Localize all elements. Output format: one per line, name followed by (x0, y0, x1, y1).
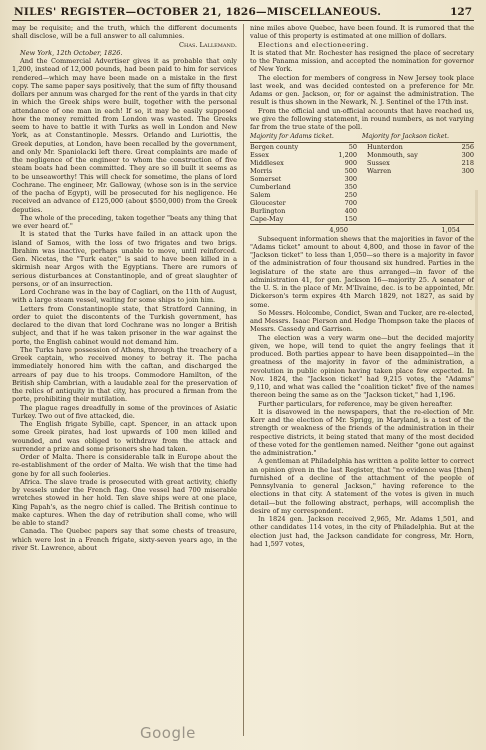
running-head: NILES' REGISTER—OCTOBER 21, 1826—MISCELLANEOUS. (14, 6, 382, 18)
paragraph: Chas. Lallemand. (178, 40, 237, 49)
paragraph: The election for members of congress in New Jersey took place last week, and was decided contested on a preference for Mr. Adams or gen. Jackson, or, for or against the administration. The result is thus shown in the Newark, N. J. Sentinel of the 17th inst. (250, 73, 474, 107)
table-row (250, 191, 357, 199)
county-name: Monmouth, say (367, 150, 418, 159)
table-row (367, 143, 474, 151)
county-name: Somerset (250, 174, 282, 183)
right-column-mid-text (250, 49, 474, 132)
table-row (250, 175, 357, 183)
paragraph: From the official and un-official accounts that have reached us, we give the following statement, in round numbers, as not varying far from the true state of the poll. (250, 106, 474, 131)
table-row (250, 207, 357, 215)
right-column-bottom-text (250, 235, 474, 549)
paragraph: The plague rages dreadfully in some of the provinces of Asiatic Turkey. Two out of five attacked, die. (12, 403, 237, 420)
paragraph: A gentleman at Philadelphia has written a polite letter to correct an opinion given in the last Register, that "no evidence was [then] furnished of a decline of the attachment of the people of Pennsylvania to general Jackson," having reference to the elections in that city. A statement of the votes is given in much detail—but the following abstract, perhaps, will accomplish the desire of my correspondent. (250, 457, 474, 515)
table-row (367, 167, 474, 175)
total-adams: 4,950 (329, 226, 348, 235)
left-column (12, 24, 243, 736)
county-name: Middlesex (250, 158, 284, 167)
majority-value: 300 (461, 150, 474, 159)
majority-value: 300 (344, 174, 357, 183)
paragraph: The election was a very warm one—but the decided majority given, we hope, will tend to quiet the angry feelings that it produced. Both parties appear to have been disappointed—in the greatness of the majority in favor of the administration, a revolution in public opinion having taken place few expected. In Nov. 1824, the "Jackson ticket" had 9,215 votes, the "Adams" 9,110, and what was called the "coalition ticket" five of the names thereon being the same as on the "Jackson ticket," had 1,196. (250, 333, 474, 400)
table-header (250, 133, 474, 142)
majority-value: 400 (344, 207, 357, 216)
county-name: Hunterdon (367, 142, 403, 151)
text-columns (12, 24, 474, 736)
adams-column-header: Majority for Adams ticket. (250, 133, 334, 141)
county-name: Warren (367, 166, 392, 175)
paragraph: nine miles above Quebec, have been found. It is rumored that the value of this property is estimated at one million of dollars. (250, 24, 474, 41)
paragraph: In 1824 gen. Jackson received 2,965, Mr. Adams 1,501, and other candidates 114 votes, in the city of Philadelphia. But at the election just had, the Jackson candidate for congress, Mr. Horn, had 1,597 votes, (250, 515, 474, 548)
table-row (250, 183, 357, 191)
majority-value: 350 (344, 182, 357, 191)
county-name: Sussex (367, 158, 390, 167)
paragraph: New York, 12th October, 1826. (20, 48, 123, 57)
majority-value: 250 (344, 191, 357, 200)
paragraph: And the Commercial Advertiser gives it as probable that only 1,200, instead of 12,000 pounds, had been paid to him for services rendered—which may have been made on a mistake in the first copy. The same paper says positively, that the sum of fifty thousand dollars per annum was charged for the rent of the yards in that city in which the Greek ships were built, together with the personal attendance of one man in each! If so, it may be easily supposed how the money remitted from London was wasted. The Greeks seem to have to battle it with Turks as well in London and New York, as at Constantinople. Messrs. Orlando and Luriottis, the Greek deputies, at London, have been recalled by the government, and only Mr. Spaniolacki left there. Great complaints are made of the negligence of the engineer to whom the construction of five steam boats had been committed. They are so ill built it seems as to be unseaworthy! This will check for sometime, the plans of lord Cochrane. The engineer, Mr. Galloway, (whose son is in the service of the pacha of Egypt), will be prosecuted for his negligence. He received an advance of £125,000 (about $550,000) from the Greek deputies. (12, 57, 237, 214)
total-jackson: 1,054 (441, 226, 460, 235)
paragraph: The English frigate Sybille, capt. Spencer, in an attack upon some Greek pirates, had lost upwards of 100 men killed and wounded, and was obliged to withdraw from the attack and surrender a prize and some prisoners she had taken. (12, 420, 237, 453)
majority-value: 500 (344, 166, 357, 175)
google-watermark: Google (140, 724, 196, 742)
table-row (250, 159, 357, 167)
county-name: Burlington (250, 207, 286, 216)
paragraph: Order of Malta. There is considerable talk in Europe about the re-establishment of the order of Malta. We wish that the time had gone by for all such fooleries. (12, 453, 237, 478)
paragraph: Lord Cochrane was in the bay of Cagliari, on the 11th of August, with a large steam vessel, waiting for some ships to join him. (12, 288, 237, 305)
table-row (250, 143, 357, 151)
adams-rows (250, 143, 357, 224)
jackson-column-header: Majority for Jackson ticket. (362, 133, 450, 141)
county-name: Bergen county (250, 142, 299, 151)
paragraph: The whole of the preceding, taken together "beats any thing that we ever heard of." (12, 213, 237, 230)
county-name: Gloucester (250, 199, 286, 208)
majority-value: 256 (461, 142, 474, 151)
paragraph: It is disavowed in the newspapers, that the re-election of Mr. Kerr and the election of Mr. Sprigg, in Maryland, is a test of the strength or weakness of the friends of the administration in their respective districts, it being stated that many of the most decided of these voted for the gentlemen named. Neither "gone out against the administration." (250, 407, 474, 458)
paragraph: The Turks have possession of Athens, through the treachery of a Greek captain, who received money to betray it. The pacha immediately honored him with the caftan, and discharged the arrears of pay due to his troops. Commodore Hamilton, of the British ship Cambrian, with a laudable zeal for the preservation of the relics of antiquity in that city, has procured a firman from the porte, prohibiting their mutilation. (12, 345, 237, 404)
right-column-top-text (250, 24, 474, 41)
majority-value: 300 (461, 166, 474, 175)
paragraph: So Messrs. Holcombe, Condict, Swan and Tucker, are re-elected, and Messrs. Isaac Pierson and Hedge Thompson take the places of Messrs. Cassedy and Garrison. (250, 308, 474, 334)
paragraph: Letters from Constantinople state, that Stratford Canning, in order to quiet the discontents of the Turkish government, has declared to the divan that lord Cochrane was no longer a British subject, and that if he was taken prisoner in the war against the porte, the English cabinet would not demand him. (12, 304, 237, 346)
table-row (250, 199, 357, 207)
table-row (250, 151, 357, 159)
county-name: Essex (250, 150, 269, 159)
paragraph: It is stated that the Turks have failed in an attack upon the island of Samos, with the loss of two frigates and two brigs. Ibrahim was inactive, perhaps unable to move, until reinforced. Gen. Nicetas, the "Turk eater," is said to have been killed in a skirmish near Argos with the Egyptians. There are rumors of serious disturbances at Constantinople, and of great slaughter of persons, or of an insurrection. (12, 230, 237, 288)
table-row (250, 215, 357, 223)
majority-value: 1,200 (338, 150, 357, 159)
majority-value: 700 (344, 199, 357, 208)
page-number: 127 (450, 6, 472, 18)
table-body (250, 143, 474, 224)
county-name: Morris (250, 166, 273, 175)
jackson-rows (367, 143, 474, 224)
paragraph: Canada. The Quebec papers say that some chests of treasure, which were lost in a French frigate, sixty-seven years ago, in the river St. Lawrence, about (12, 527, 237, 552)
county-name: Salem (250, 191, 271, 200)
county-name: Cumberland (250, 182, 291, 191)
right-column (243, 24, 474, 736)
paragraph: may be requisite; and the truth, which the different documents shall disclose, will be a full answer to all calumnies. (12, 24, 237, 41)
majority-value: 218 (461, 158, 474, 167)
page-header (12, 6, 474, 21)
county-name: Cape-May (250, 215, 284, 224)
table-totals (250, 224, 474, 234)
table-row (367, 151, 474, 159)
paragraph: Further particulars, for reference, may be given hereafter. (258, 399, 453, 408)
paragraph: Subsequent information shews that the majorities in favor of the "Adams ticket" amount to about 4,800, and those in favor of the "Jackson ticket" to less than 1,050—so there is a majority in favor of the administration of four thousand six hundred. Parties in the legislature of the state are thus arranged—in favor of the administration 41, for gen. Jackson 16—majority 25. A senator of the U. S. in the place of Mr. M'Ilvaine, dec. is to be appointed, Mr. Dickerson's term expires 4th March 1829, not 1827, as said by some. (250, 234, 474, 309)
section-heading: Elections and electioneering. (258, 40, 369, 49)
majority-value: 900 (344, 158, 357, 167)
paragraph: Africa. The slave trade is prosecuted with great activity, chiefly by vessels under the French flag. One vessel had 700 miserable wretches stowed in her hold. Ten slave ships were at one place, King Papah's, as the negro chief is called. The British continue to make captures. When the day of retribution shall come, who will be able to stand? (12, 477, 237, 527)
paragraph: It is stated that Mr. Rochester has resigned the place of secretary to the Panama mission, and accepted the nomination for governor of New York. (250, 48, 474, 74)
majority-value: 150 (344, 215, 357, 224)
table-row (367, 159, 474, 167)
majority-value: 50 (348, 142, 357, 151)
paper-stain (475, 190, 478, 390)
majority-table (250, 133, 474, 234)
table-row (250, 167, 357, 175)
